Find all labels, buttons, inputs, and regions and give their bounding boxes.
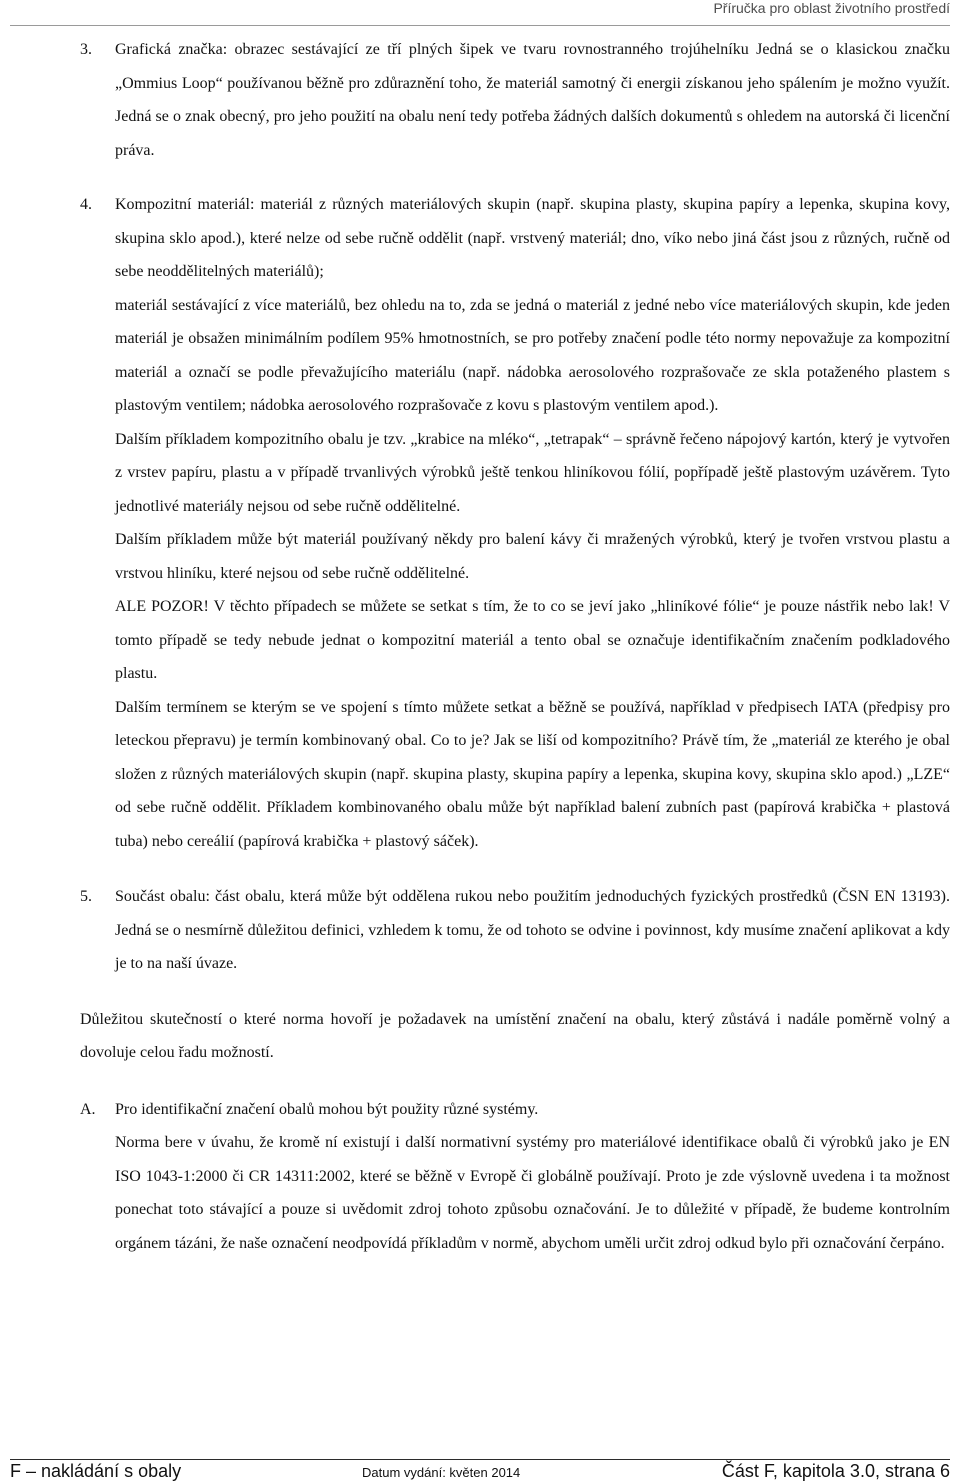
list-item-a	[80, 1093, 950, 1261]
footer-section: F – nakládání s obaly	[10, 1461, 182, 1481]
list-item-4	[80, 188, 950, 858]
paragraph: Kompozitní materiál: materiál z různých materiálových skupin (např. skupina plasty, skupina papíry a lepenka, skupina kovy, skupina sklo apod.), které nelze od sebe ručně oddělit (např. vrstvený materiál; dno, víko nebo jiná část jsou z různých, ručně od sebe neoddělitelných materiálů);	[115, 196, 950, 280]
spacer	[80, 167, 950, 188]
page-header	[10, 0, 950, 26]
list-number: 3.	[80, 41, 92, 58]
footer-date: Datum vydání: květen 2014	[362, 1465, 521, 1480]
list-number: 5.	[80, 888, 92, 905]
header-title: Příručka pro oblast životního prostředí	[713, 0, 950, 16]
paragraph: Grafická značka: obrazec sestávající ze tří plných šipek ve tvaru rovnostranného trojúhelníku Jedná se o klasickou značku „Ommius Loop“ používanou běžně pro zdůraznění toho, že materiál samotný či energii získanou jeho spálením je možno využít. Jedná se o znak obecný, pro jeho použití na obalu není tedy potřeba žádných dalších dokumentů s ohledem na autorská či licenční práva.	[115, 41, 950, 159]
list-number: 4.	[80, 196, 92, 213]
paragraph: ALE POZOR! V těchto případech se můžete se setkat s tím, že to co se jeví jako „hliníkové fólie“ je pouze nástřik nebo lak! V tomto případě se tedy nebude jednat o kompozitní materiál a tento obal se označuje identifikačním značením podkladového plastu.	[115, 598, 950, 682]
paragraph: Dalším příkladem může být materiál používaný někdy pro balení kávy či mražených výrobků, který je tvořen vrstvou plastu a vrstvou hliníku, které nejsou od sebe ručně oddělitelné.	[115, 531, 950, 582]
list-item-3	[80, 33, 950, 167]
document-content	[80, 33, 950, 1260]
list-number: A.	[80, 1100, 96, 1118]
paragraph: Dalším termínem se kterým se ve spojení s tímto můžete setkat a běžně se používá, například v předpisech IATA (předpisy pro leteckou přepravu) je termín kombinovaný obal. Co to je? Jak se liší od kompozitního? Právě tím, že „materiál ze kterého je obal složen z různých materiálových skupin (např. skupina plasty, skupina papíry a lepenka, skupina kovy, skupina sklo apod.) „LZE“ od sebe ručně oddělit. Příkladem kombinovaného obalu může být například balení zubních past (papírová krabička + plastová tuba) nebo cereálií (papírová krabička + plastový sáček).	[115, 698, 950, 850]
spacer	[80, 858, 950, 880]
spacer	[80, 1070, 950, 1093]
paragraph: Součást obalu: část obalu, která může být oddělena rukou nebo použitím jednoduchých fyzických prostředků (ČSN EN 13193). Jedná se o nesmírně důležitou definici, vzhledem k tomu, že od tohoto se odvine i povinnost, kdy musíme značení aplikovat a kdy je to na naší úvaze.	[115, 888, 950, 972]
paragraph: Norma bere v úvahu, že kromě ní existují i další normativní systémy pro materiálové identifikace obalů či výrobků jako je EN ISO 1043-1:2000 či CR 14311:2002, které se běžně v Evropě či globálně používají. Proto je zde výslovně uvedena i ta možnost ponechat toto stávající a pouze si uvědomit zdroj tohoto způsobu označování. Je to důležité v případě, že budeme kontrolním orgánem tázáni, že naše označení neodpovídá příkladům v normě, abychom uměli určit zdroj odkud bylo při označování čerpáno.	[115, 1134, 950, 1252]
list-item-5	[80, 880, 950, 981]
paragraph: Dalším příkladem kompozitního obalu je tzv. „krabice na mléko“, „tetrapak“ – správně řečeno nápojový kartón, který je vytvořen z vrstev papíru, plastu a v případě trvanlivých výrobků ještě tenkou hliníkovou fólií, popřípadě ještě plastovým uzávěrem. Tyto jednotlivé materiály nejsou od sebe ručně oddělitelné.	[115, 430, 950, 515]
footer-page-number: Část F, kapitola 3.0, strana 6	[721, 1461, 950, 1481]
page-footer	[10, 1459, 950, 1482]
paragraph: Pro identifikační značení obalů mohou být použity různé systémy.	[115, 1100, 539, 1118]
paragraph: materiál sestávající z více materiálů, bez ohledu na to, zda se jedná o materiál z jedné nebo více materiálových skupin, kde jeden materiál je obsažen minimálním podílem 95% hmotnostních, se pro potřeby značení podle této normy nepovažuje za kompozitní materiál a označí se podle převažujícího materiálu (např. nádobka aerosolového rozprašovače ze skla potaženého plastem s plastovým ventilem; nádobka aerosolového rozprašovače z kovu s plastovým ventilem apod.).	[115, 296, 950, 414]
spacer	[80, 981, 950, 1003]
paragraph-main: Důležitou skutečností o které norma hovoří je požadavek na umístění značení na obalu, který zůstává i nadále poměrně volný a dovoluje celou řadu možností.	[80, 1010, 950, 1061]
